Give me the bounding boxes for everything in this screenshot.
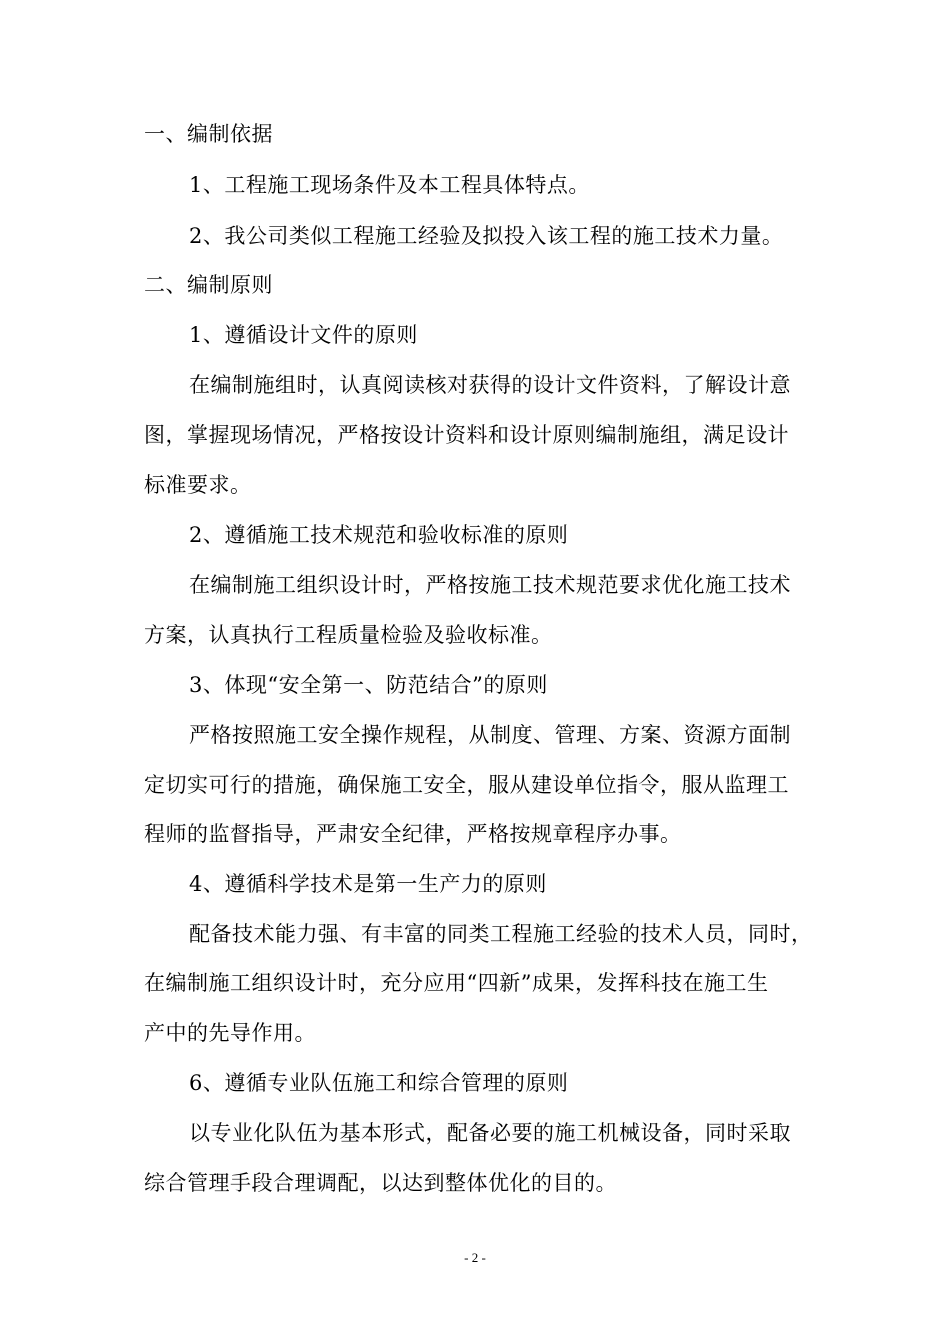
principle-heading-2: 2、遵循施工技术规范和验收标准的原则 [189, 523, 569, 547]
principle-heading-4: 4、遵循科学技术是第一生产力的原则 [189, 872, 547, 896]
paragraph-line: 标准要求。 [144, 473, 252, 497]
paragraph-line: 配备技术能力强、有丰富的同类工程施工经验的技术人员，同时， [189, 922, 813, 946]
basis-item-2: 2、我公司类似工程施工经验及拟投入该工程的施工技术力量。 [189, 224, 784, 248]
principle-heading-1: 1、遵循设计文件的原则 [189, 323, 418, 347]
paragraph-line: 严格按照施工安全操作规程，从制度、管理、方案、资源方面制 [189, 723, 791, 747]
paragraph-line: 在编制施组时，认真阅读核对获得的设计文件资料，了解设计意 [189, 373, 791, 397]
section-heading-1: 一、编制依据 [144, 122, 273, 146]
principle-heading-3: 3、体现“安全第一、防范结合”的原则 [189, 673, 548, 697]
basis-item-1: 1、工程施工现场条件及本工程具体特点。 [189, 173, 590, 197]
paragraph-line: 产中的先导作用。 [144, 1021, 316, 1045]
paragraph-line: 在编制施工组织设计时，充分应用“四新”成果，发挥科技在施工生 [144, 971, 769, 995]
paragraph-line: 综合管理手段合理调配，以达到整体优化的目的。 [144, 1171, 617, 1195]
paragraph-line: 定切实可行的措施，确保施工安全，服从建设单位指令，服从监理工 [144, 773, 789, 797]
paragraph-line: 图，掌握现场情况，严格按设计资料和设计原则编制施组，满足设计 [144, 423, 789, 447]
paragraph-line: 在编制施工组织设计时，严格按施工技术规范要求优化施工技术 [189, 573, 791, 597]
page-number: - 2 - [464, 1250, 486, 1265]
paragraph-line: 程师的监督指导，严肃安全纪律，严格按规章程序办事。 [144, 822, 682, 846]
paragraph-line: 以专业化队伍为基本形式，配备必要的施工机械设备，同时采取 [189, 1121, 791, 1145]
principle-heading-6: 6、遵循专业队伍施工和综合管理的原则 [189, 1071, 569, 1095]
paragraph-line: 方案，认真执行工程质量检验及验收标准。 [144, 623, 553, 647]
section-heading-2: 二、编制原则 [144, 273, 273, 297]
